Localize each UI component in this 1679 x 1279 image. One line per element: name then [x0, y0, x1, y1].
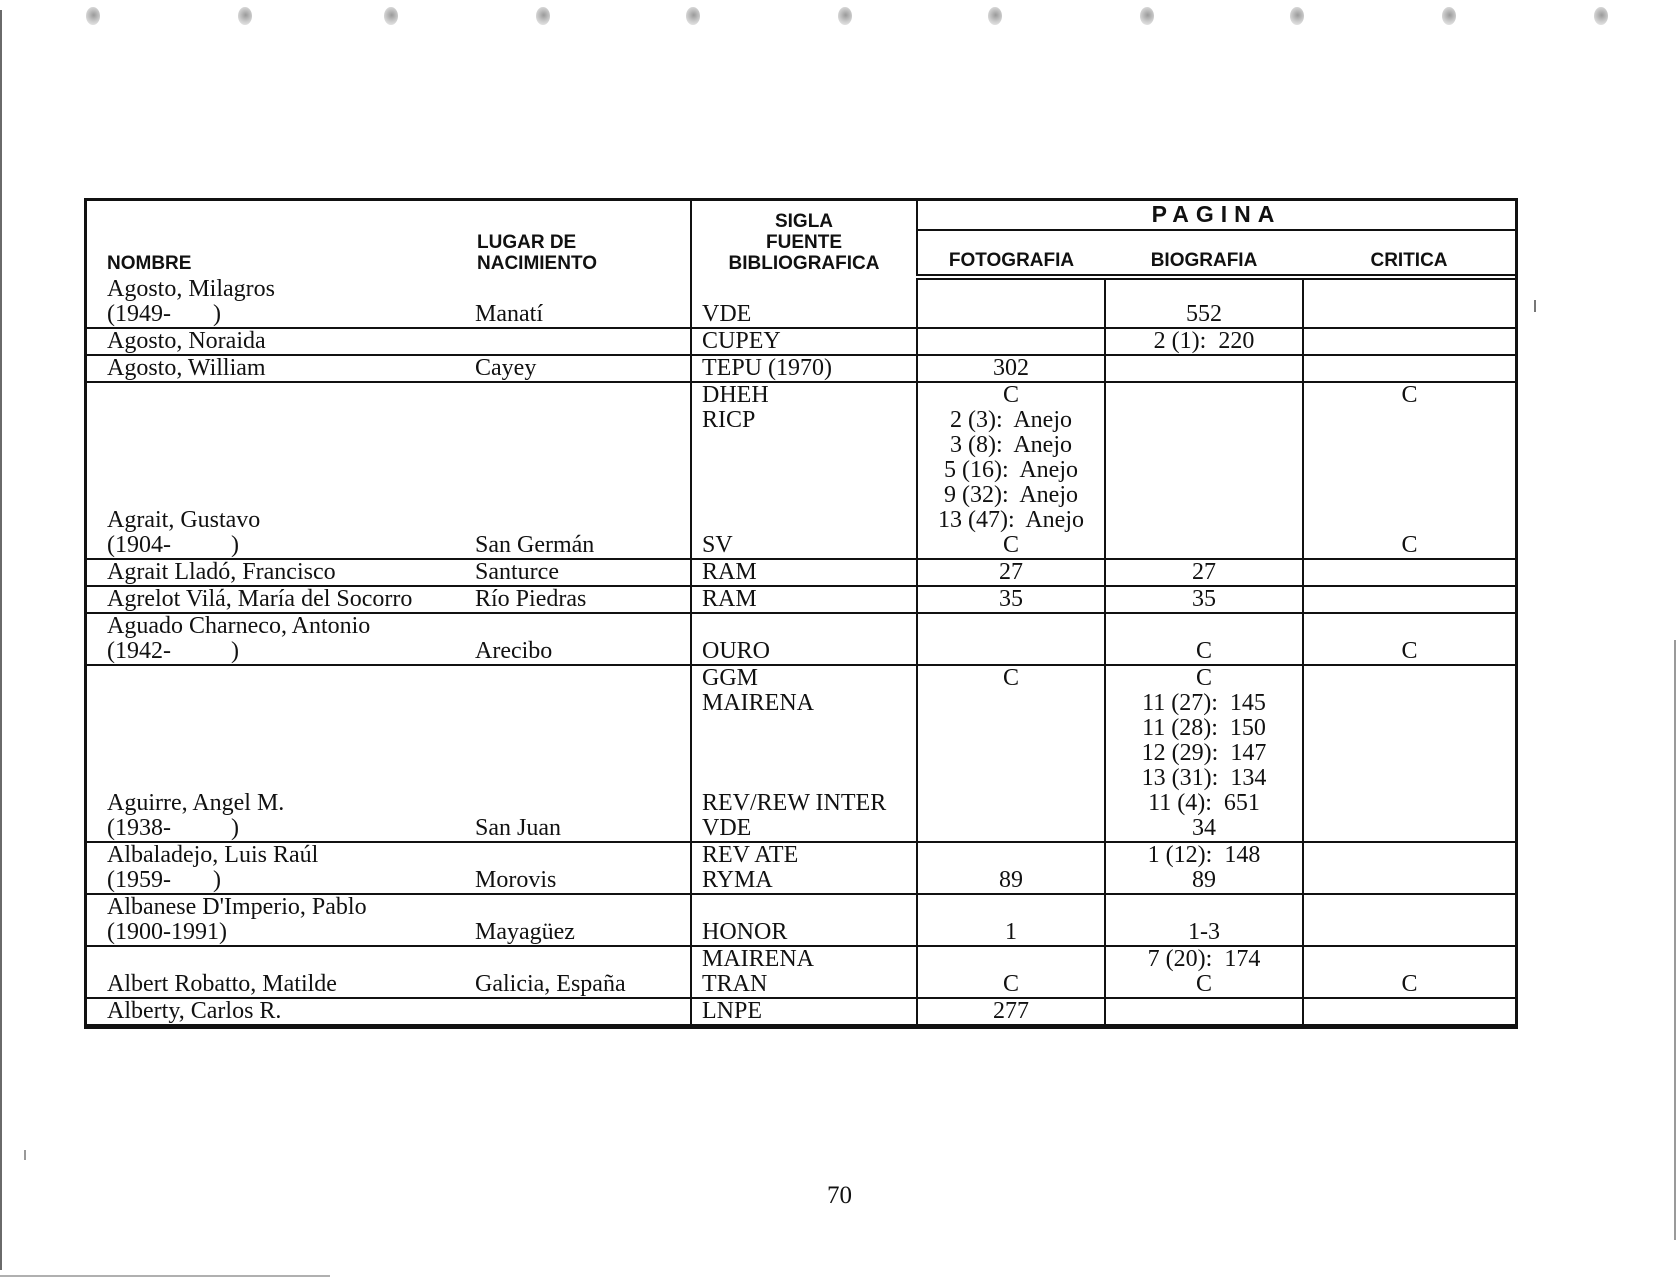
cell-line: 12 (29): 147 [1141, 740, 1267, 766]
table-row [87, 328, 1515, 355]
cell-line [1304, 920, 1515, 945]
cell-line: VDE [702, 301, 752, 327]
cell-fotografia [917, 665, 1105, 842]
cell-line: 2 (1): 220 [1153, 328, 1255, 354]
cell-lugar [457, 946, 691, 998]
cell-biografia [1105, 946, 1303, 998]
cell-fotografia [917, 355, 1105, 382]
table-row [87, 842, 1515, 894]
binder-hole [384, 7, 398, 25]
cell-line [918, 741, 1104, 766]
cell-line: Alberty, Carlos R. [107, 998, 282, 1024]
cell-nombre [87, 946, 457, 998]
cell-line: MAIRENA [702, 946, 814, 972]
header-critica: CRITICA [1303, 230, 1515, 277]
cell-line: Agosto, William [107, 355, 266, 381]
cell-line: 7 (20): 174 [1147, 946, 1261, 972]
cell-line: C [1195, 638, 1212, 664]
cell-line: RYMA [702, 867, 773, 893]
cell-lugar [457, 613, 691, 665]
cell-line: 5 (16): Anejo [944, 457, 1078, 483]
header-nombre: NOMBRE [107, 253, 192, 274]
cell-line: Manatí [475, 301, 543, 327]
cell-line [918, 302, 1104, 327]
cell-line [1106, 356, 1302, 381]
cell-nombre [87, 665, 457, 842]
cell-line: CUPEY [702, 328, 781, 354]
cell-line: VDE [702, 815, 752, 841]
cell-line: C [1401, 382, 1418, 408]
cell-critica [1303, 998, 1515, 1025]
cell-line: 34 [1192, 815, 1216, 841]
cell-sigla [691, 613, 917, 665]
cell-line [1304, 408, 1515, 433]
cell-line: 1 [1005, 919, 1017, 945]
cell-critica [1303, 665, 1515, 842]
header-lugar-line2: NACIMIENTO [477, 253, 597, 274]
binder-hole [1594, 7, 1608, 25]
cell-line: (1904- ) [107, 532, 239, 558]
cell-fotografia [917, 559, 1105, 586]
binder-hole [838, 7, 852, 25]
cell-line [918, 716, 1104, 741]
cell-line: (1900-1991) [107, 919, 227, 945]
cell-line: C [1195, 971, 1212, 997]
header-fotografia: FOTOGRAFIA [917, 230, 1105, 277]
cell-nombre [87, 894, 457, 946]
cell-line: (1938- ) [107, 815, 239, 841]
table-row [87, 586, 1515, 613]
header-sigla-line2: FUENTE [766, 232, 842, 253]
cell-biografia [1105, 382, 1303, 559]
header-sigla-line1: SIGLA [774, 211, 834, 232]
table-row [87, 355, 1515, 382]
cell-line: Agrelot Vilá, María del Socorro [107, 586, 413, 612]
cell-line: Arecibo [475, 638, 553, 664]
cell-line: MAIRENA [702, 690, 814, 716]
header-sigla-line3: BIBLIOGRAFICA [728, 253, 880, 274]
binder-hole [238, 7, 252, 25]
page-bottom-edge [0, 1275, 330, 1277]
cell-line: RICP [702, 407, 756, 433]
cell-line [918, 329, 1104, 354]
header-lugar [457, 201, 691, 277]
cell-fotografia [917, 613, 1105, 665]
cell-line [1304, 483, 1515, 508]
table-row [87, 998, 1515, 1025]
cell-line: C [1002, 971, 1019, 997]
cell-line: GGM [702, 665, 759, 691]
cell-critica [1303, 277, 1515, 328]
cell-line: C [1401, 638, 1418, 664]
cell-critica [1303, 586, 1515, 613]
cell-sigla [691, 894, 917, 946]
cell-line: 89 [999, 867, 1023, 893]
cell-line: Aguado Charneco, Antonio [107, 613, 371, 639]
cell-critica [1303, 842, 1515, 894]
cell-sigla [691, 665, 917, 842]
header-biografia: BIOGRAFIA [1105, 230, 1303, 277]
cell-line: 11 (27): 145 [1142, 690, 1266, 716]
cell-line [1304, 302, 1515, 327]
cell-sigla [691, 355, 917, 382]
cell-line: Albaladejo, Luis Raúl [107, 842, 319, 868]
cell-line [1304, 356, 1515, 381]
cell-line: Agrait Lladó, Francisco [107, 559, 336, 585]
cell-sigla [691, 586, 917, 613]
cell-lugar [457, 328, 691, 355]
cell-line: 13 (47): Anejo [938, 507, 1084, 533]
cell-critica [1303, 328, 1515, 355]
cell-line: 35 [1192, 586, 1216, 612]
cell-critica [1303, 613, 1515, 665]
cell-sigla [691, 998, 917, 1025]
cell-line [702, 458, 916, 483]
cell-line [1304, 560, 1515, 585]
cell-fotografia [917, 277, 1105, 328]
cell-lugar [457, 382, 691, 559]
cell-line: RAM [702, 586, 757, 612]
cell-line: Aguirre, Angel M. [107, 790, 285, 816]
cell-lugar [457, 559, 691, 586]
cell-nombre [87, 382, 457, 559]
cell-nombre [87, 559, 457, 586]
cell-line [475, 329, 690, 354]
cell-biografia [1105, 842, 1303, 894]
cell-line: 35 [999, 586, 1023, 612]
binder-hole [686, 7, 700, 25]
binder-hole [1140, 7, 1154, 25]
cell-nombre [87, 842, 457, 894]
table-row [87, 665, 1515, 842]
cell-fotografia [917, 842, 1105, 894]
binder-hole [86, 7, 100, 25]
cell-sigla [691, 382, 917, 559]
cell-line: (1942- ) [107, 638, 239, 664]
cell-line [1304, 947, 1515, 972]
cell-sigla [691, 842, 917, 894]
cell-line: 1 (12): 148 [1147, 842, 1261, 868]
cell-line [918, 843, 1104, 868]
cell-line [1304, 868, 1515, 893]
cell-fotografia [917, 998, 1105, 1025]
cell-line: Agosto, Noraida [107, 328, 266, 354]
cell-nombre [87, 328, 457, 355]
cell-line: C [1002, 532, 1019, 558]
cell-line [702, 716, 916, 741]
cell-critica [1303, 894, 1515, 946]
cell-line: Morovis [475, 867, 557, 893]
cell-critica [1303, 382, 1515, 559]
cell-lugar [457, 277, 691, 328]
bibliography-table [84, 198, 1518, 1029]
cell-line: Río Piedras [475, 586, 587, 612]
cell-biografia [1105, 998, 1303, 1025]
cell-biografia [1105, 613, 1303, 665]
cell-line: 2 (3): Anejo [950, 407, 1072, 433]
cell-line: Albert Robatto, Matilde [107, 971, 337, 997]
cell-nombre [87, 613, 457, 665]
bibliography-table-grid [87, 201, 1515, 1026]
scan-speck [1534, 300, 1536, 312]
cell-line: Agrait, Gustavo [107, 507, 261, 533]
cell-line: 11 (4): 651 [1148, 790, 1260, 816]
cell-sigla [691, 946, 917, 998]
cell-line: Mayagüez [475, 919, 575, 945]
cell-line: 277 [993, 998, 1029, 1024]
cell-fotografia [917, 382, 1105, 559]
binder-hole [1442, 7, 1456, 25]
page-right-edge [1674, 640, 1676, 1240]
cell-line [918, 691, 1104, 716]
cell-line: Agosto, Milagros [107, 276, 275, 302]
cell-lugar [457, 665, 691, 842]
cell-sigla [691, 559, 917, 586]
header-sigla [691, 201, 917, 277]
cell-critica [1303, 559, 1515, 586]
cell-line: Albanese D'Imperio, Pablo [107, 894, 367, 920]
table-row [87, 894, 1515, 946]
cell-line: REV ATE [702, 842, 799, 868]
cell-lugar [457, 842, 691, 894]
cell-sigla [691, 277, 917, 328]
binder-hole [988, 7, 1002, 25]
cell-line [702, 433, 916, 458]
cell-line: 27 [999, 559, 1023, 585]
cell-line: C [1401, 971, 1418, 997]
cell-line [918, 791, 1104, 816]
cell-biografia [1105, 559, 1303, 586]
cell-line [918, 947, 1104, 972]
cell-line: HONOR [702, 919, 788, 945]
cell-line [1304, 587, 1515, 612]
cell-line [1106, 999, 1302, 1024]
cell-line: Santurce [475, 559, 559, 585]
cell-lugar [457, 894, 691, 946]
cell-line: 89 [1192, 867, 1216, 893]
cell-line: 1-3 [1188, 919, 1220, 945]
table-row [87, 277, 1515, 328]
cell-line: OURO [702, 638, 771, 664]
cell-fotografia [917, 894, 1105, 946]
cell-line: TRAN [702, 971, 768, 997]
cell-line: 11 (28): 150 [1142, 715, 1266, 741]
cell-fotografia [917, 946, 1105, 998]
page-left-edge [0, 10, 2, 1270]
cell-critica [1303, 946, 1515, 998]
table-row [87, 946, 1515, 998]
cell-line: 552 [1186, 301, 1222, 327]
cell-line [918, 639, 1104, 664]
cell-line: (1949- ) [107, 301, 221, 327]
cell-line [702, 741, 916, 766]
cell-line: 13 (31): 134 [1141, 765, 1267, 791]
cell-line: 9 (32): Anejo [944, 482, 1078, 508]
cell-line [918, 816, 1104, 841]
cell-nombre [87, 277, 457, 328]
cell-sigla [691, 328, 917, 355]
binder-hole [1290, 7, 1304, 25]
cell-line: TEPU (1970) [702, 355, 832, 381]
header-lugar-line1: LUGAR DE [477, 232, 577, 253]
cell-line: C [1195, 665, 1212, 691]
cell-line [1304, 458, 1515, 483]
cell-line: 3 (8): Anejo [950, 432, 1072, 458]
cell-line: REV/REW INTER [702, 790, 887, 816]
cell-critica [1303, 355, 1515, 382]
cell-line [702, 508, 916, 533]
cell-line [702, 483, 916, 508]
table-row [87, 382, 1515, 559]
cell-line: 27 [1192, 559, 1216, 585]
cell-lugar [457, 355, 691, 382]
cell-lugar [457, 998, 691, 1025]
cell-biografia [1105, 586, 1303, 613]
cell-line: LNPE [702, 998, 762, 1024]
cell-line [1304, 999, 1515, 1024]
cell-biografia [1105, 355, 1303, 382]
table-row [87, 559, 1515, 586]
scan-speck [24, 1150, 26, 1160]
cell-biografia [1105, 328, 1303, 355]
cell-line [1304, 329, 1515, 354]
cell-line: RAM [702, 559, 757, 585]
cell-line: Galicia, España [475, 971, 626, 997]
table-row [87, 613, 1515, 665]
cell-line: San Juan [475, 815, 561, 841]
cell-nombre [87, 998, 457, 1025]
cell-lugar [457, 586, 691, 613]
cell-nombre [87, 586, 457, 613]
cell-line: San Germán [475, 532, 595, 558]
cell-line: C [1002, 665, 1019, 691]
cell-line [1304, 433, 1515, 458]
cell-line [1106, 533, 1302, 558]
cell-line [475, 999, 690, 1024]
table-body [87, 277, 1515, 1025]
cell-line: SV [702, 532, 733, 558]
cell-line: 302 [993, 355, 1029, 381]
cell-line [702, 766, 916, 791]
cell-line [918, 766, 1104, 791]
cell-nombre [87, 355, 457, 382]
cell-biografia [1105, 894, 1303, 946]
cell-fotografia [917, 586, 1105, 613]
cell-line: DHEH [702, 382, 769, 408]
cell-line: Cayey [475, 355, 537, 381]
cell-line: C [1401, 532, 1418, 558]
cell-line [1304, 816, 1515, 841]
cell-biografia [1105, 665, 1303, 842]
cell-fotografia [917, 328, 1105, 355]
header-pagina: PAGINA [917, 201, 1515, 230]
page-number: 70 [827, 1182, 852, 1209]
cell-biografia [1105, 277, 1303, 328]
cell-line: (1959- ) [107, 867, 221, 893]
cell-line [1304, 508, 1515, 533]
cell-line: C [1002, 382, 1019, 408]
binder-hole [536, 7, 550, 25]
